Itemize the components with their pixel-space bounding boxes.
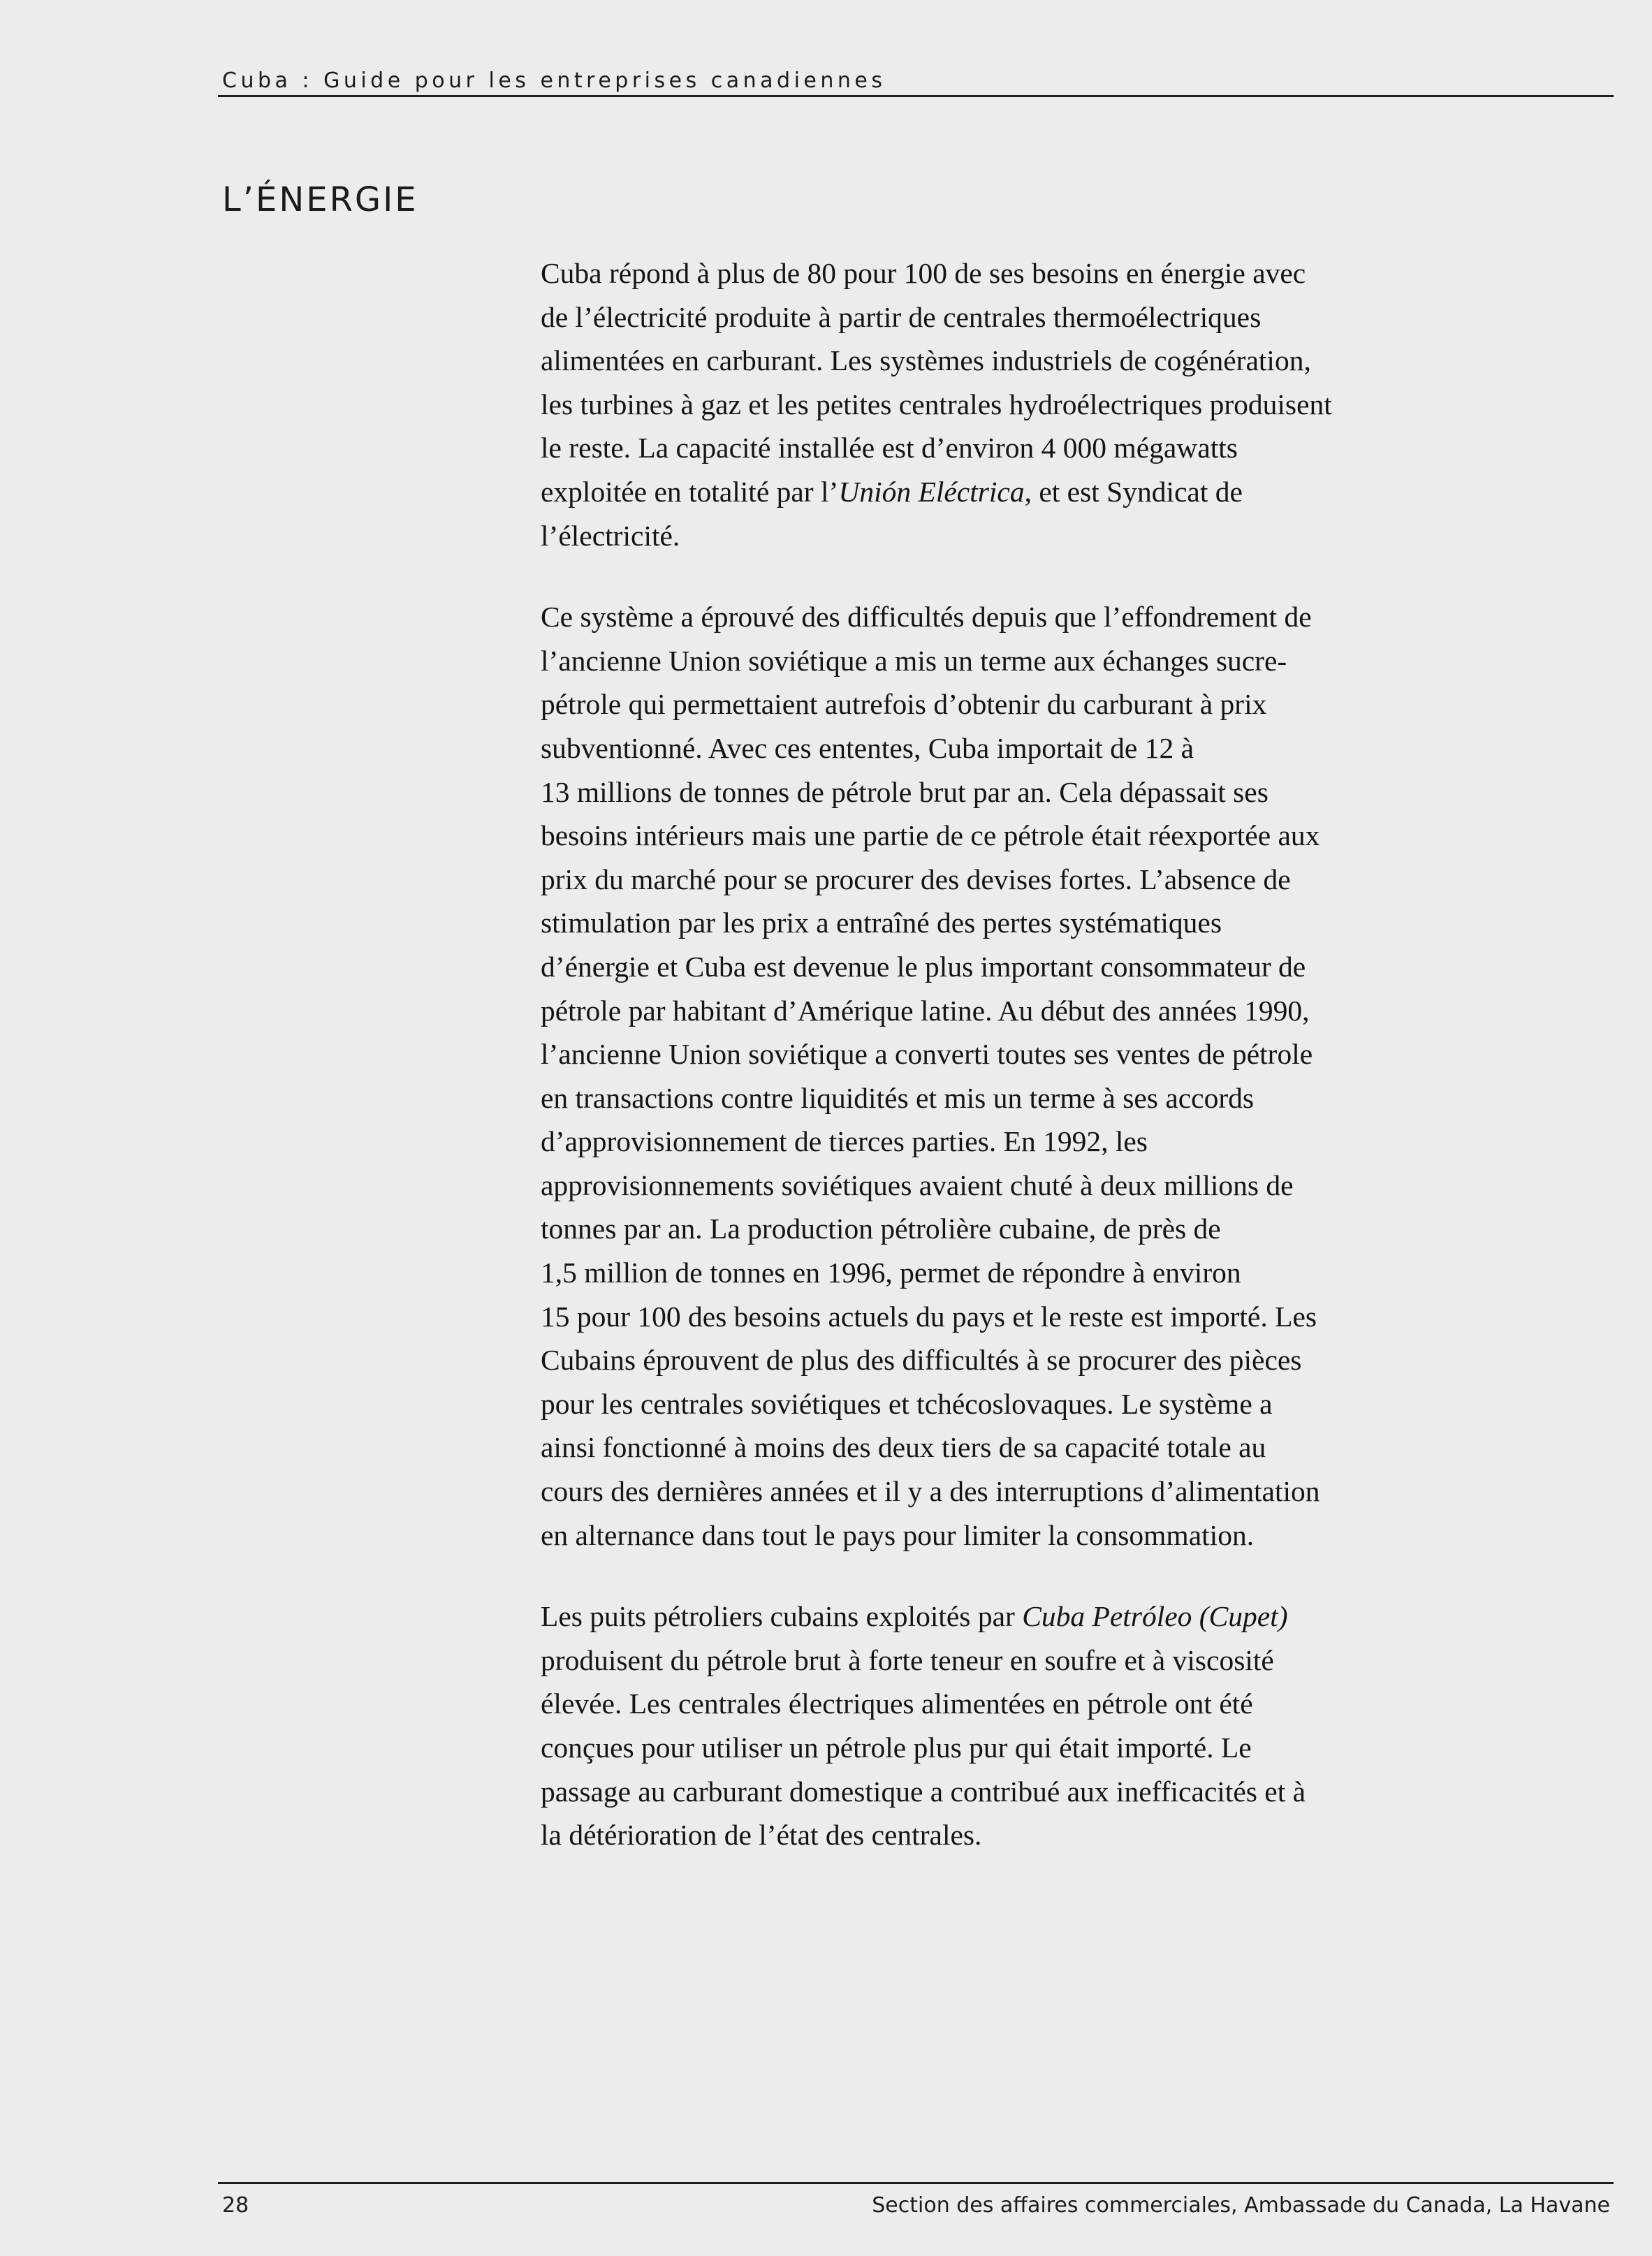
organization-name-italic: Unión Eléctrica xyxy=(838,475,1025,508)
text-line: 1,5 million de tonnes en 1996, permet de répondre à environ xyxy=(541,1257,1241,1289)
text-line: la détérioration de l’état des centrales. xyxy=(541,1819,982,1852)
text-line: conçues pour utiliser un pétrole plus pur qui était importé. Le xyxy=(541,1731,1252,1764)
page-number: 28 xyxy=(222,2193,249,2218)
text-line: passage au carburant domestique a contribué aux inefficacités et à xyxy=(541,1775,1306,1808)
text-line: cours des dernières années et il y a des interruptions d’alimentation xyxy=(541,1475,1320,1508)
text-line: d’énergie et Cuba est devenue le plus important consommateur de xyxy=(541,950,1306,983)
text-line: pour les centrales soviétiques et tchécoslovaques. Le système a xyxy=(541,1387,1273,1420)
section-title: L’ÉNERGIE xyxy=(222,180,418,219)
text-line: en alternance dans tout le pays pour limiter la consommation. xyxy=(541,1518,1255,1551)
text-line xyxy=(541,1595,1512,1639)
text-run: , et est Syndicat de xyxy=(1024,475,1243,508)
text-line: prix du marché pour se procurer des devises fortes. L’absence de xyxy=(541,863,1291,895)
text-line: besoins intérieurs mais une partie de ce pétrole était réexportée aux xyxy=(541,819,1320,852)
text-line: approvisionnements soviétiques avaient chuté à deux millions de xyxy=(541,1169,1294,1201)
text-run: Les puits pétroliers cubains exploités par xyxy=(541,1600,1023,1633)
text-line: l’ancienne Union soviétique a converti toutes ses ventes de pétrole xyxy=(541,1038,1313,1071)
text-line: en transactions contre liquidités et mis un terme à ses accords xyxy=(541,1081,1255,1114)
text-run: exploitée en totalité par l’ xyxy=(541,475,839,508)
text-line: alimentées en carburant. Les systèmes industriels de cogénération, xyxy=(541,344,1311,377)
text-line: pétrole qui permettaient autrefois d’obtenir du carburant à prix xyxy=(541,688,1267,721)
organization-name-italic: Cuba Petróleo (Cupet) xyxy=(1022,1600,1288,1633)
text-line: d’approvisionnement de tierces parties. En 1992, les xyxy=(541,1125,1148,1158)
text-line xyxy=(541,470,1512,514)
text-line: tonnes par an. La production pétrolière cubaine, de près de xyxy=(541,1213,1221,1245)
text-line: élevée. Les centrales électriques alimentées en pétrole ont été xyxy=(541,1687,1253,1720)
text-line: pétrole par habitant d’Amérique latine. Au début des années 1990, xyxy=(541,994,1310,1027)
running-header-title: Cuba : Guide pour les entreprises canadiennes xyxy=(222,68,886,93)
paragraph-1 xyxy=(541,251,1512,557)
footer-rule xyxy=(218,2182,1614,2184)
text-line: Cubains éprouvent de plus des difficultés à se procurer des pièces xyxy=(541,1344,1302,1377)
text-line: 15 pour 100 des besoins actuels du pays et le reste est importé. Les xyxy=(541,1300,1317,1333)
header-rule xyxy=(218,95,1614,97)
paragraph-2 xyxy=(541,595,1512,1557)
footer-source: Section des affaires commerciales, Ambassade du Canada, La Havane xyxy=(872,2193,1610,2218)
text-line: le reste. La capacité installée est d’environ 4 000 mégawatts xyxy=(541,432,1238,464)
text-line: 13 millions de tonnes de pétrole brut par an. Cela dépassait ses xyxy=(541,775,1269,808)
text-line: ainsi fonctionné à moins des deux tiers de sa capacité totale au xyxy=(541,1431,1266,1464)
text-line: les turbines à gaz et les petites centrales hydroélectriques produisent xyxy=(541,388,1332,420)
body-text xyxy=(541,251,1512,1857)
text-line: Cuba répond à plus de 80 pour 100 de ses besoins en énergie avec xyxy=(541,257,1306,289)
text-line: produisent du pétrole brut à forte teneur en soufre et à viscosité xyxy=(541,1643,1274,1676)
paragraph-3 xyxy=(541,1595,1512,1857)
text-line: stimulation par les prix a entraîné des pertes systématiques xyxy=(541,907,1222,939)
text-line: subventionné. Avec ces ententes, Cuba importait de 12 à xyxy=(541,731,1194,764)
text-line: de l’électricité produite à partir de centrales thermoélectriques xyxy=(541,300,1262,333)
text-line: l’électricité. xyxy=(541,519,680,552)
text-line: Ce système a éprouvé des difficultés depuis que l’effondrement de xyxy=(541,601,1312,633)
text-line: l’ancienne Union soviétique a mis un terme aux échanges sucre- xyxy=(541,644,1287,677)
